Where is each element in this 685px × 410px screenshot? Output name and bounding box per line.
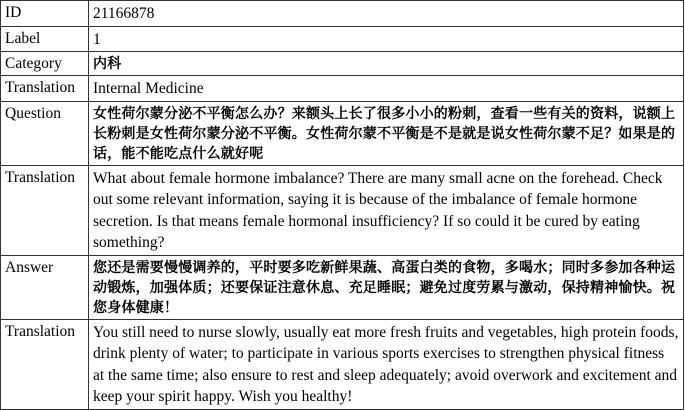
- row-category: [1, 52, 684, 76]
- row-answer-translation: [1, 319, 684, 409]
- row-label: ID: [1, 1, 89, 27]
- row-label-field: [1, 26, 684, 52]
- row-value: 21166878: [89, 1, 684, 27]
- row-label: Translation: [1, 165, 89, 255]
- row-value: 1: [89, 26, 684, 52]
- row-label: Answer: [1, 255, 89, 319]
- row-label: Question: [1, 101, 89, 165]
- row-value: What about female hormone imbalance? There are many small acne on the forehead. Check out some relevant information, saying it is because of the imbalance of female hormone secretion. Is that means female hormonal insufficiency? If so could it be cured by eating something?: [89, 165, 684, 255]
- row-category-translation: [1, 76, 684, 102]
- row-value: Internal Medicine: [89, 76, 684, 102]
- row-label: Label: [1, 26, 89, 52]
- row-label: Translation: [1, 319, 89, 409]
- row-question: [1, 101, 684, 165]
- row-id: [1, 1, 684, 27]
- row-answer: [1, 255, 684, 319]
- row-question-translation: [1, 165, 684, 255]
- row-value: 您还是需要慢慢调养的，平时要多吃新鲜果蔬、高蛋白类的食物，多喝水；同时多参加各种运动锻炼，加强体质；还要保证注意休息、充足睡眠；避免过度劳累与激动，保持精神愉快。祝您身体健康！: [89, 255, 684, 319]
- row-value: 内科: [89, 52, 684, 76]
- row-label: Category: [1, 52, 89, 76]
- row-value: You still need to nurse slowly, usually eat more fresh fruits and vegetables, high protein foods, drink plenty of water; to participate in various sports exercises to strengthen physical fitness at the same time; also ensure to rest and sleep adequately; avoid overwork and excitement and keep your spirit happy. Wish you healthy!: [89, 319, 684, 409]
- row-label: Translation: [1, 76, 89, 102]
- row-value: 女性荷尔蒙分泌不平衡怎么办？来额头上长了很多小小的粉刺，查看一些有关的资料，说额上长粉刺是女性荷尔蒙分泌不平衡。女性荷尔蒙不平衡是不是就是说女性荷尔蒙不足？如果是的话，能不能吃点什么就好呢: [89, 101, 684, 165]
